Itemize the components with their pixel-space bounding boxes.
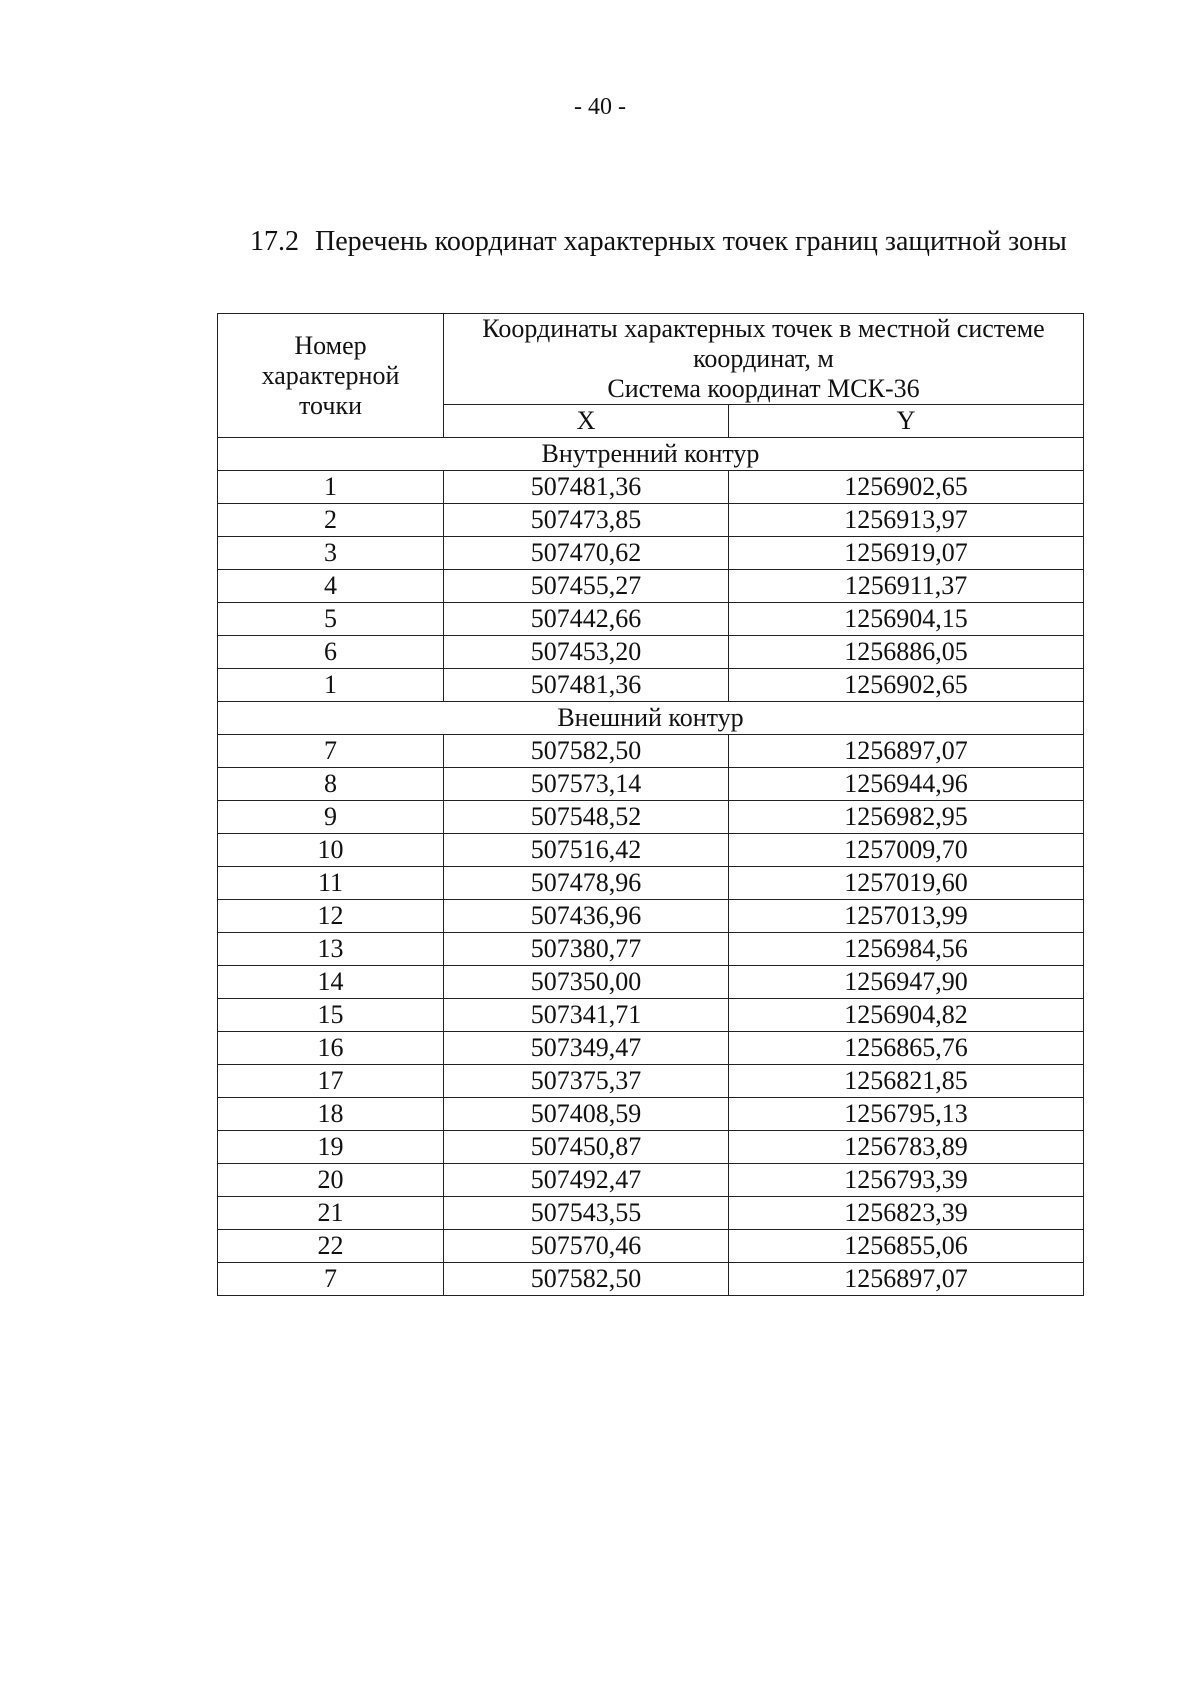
point-number-cell: 21	[218, 1197, 444, 1230]
point-number-cell: 10	[218, 834, 444, 867]
section-row	[218, 702, 1084, 735]
point-number-cell: 17	[218, 1065, 444, 1098]
coordinates-table	[217, 313, 1084, 1296]
y-coordinate-cell: 1256947,90	[729, 966, 1084, 999]
header-x: X	[444, 405, 729, 438]
point-number-cell: 1	[218, 669, 444, 702]
table-row	[218, 1164, 1084, 1197]
header-point-line: точки	[299, 390, 362, 420]
x-coordinate-cell: 507570,46	[444, 1230, 729, 1263]
point-number-cell: 19	[218, 1131, 444, 1164]
table-row	[218, 1263, 1084, 1296]
y-coordinate-cell: 1257009,70	[729, 834, 1084, 867]
table-row	[218, 1230, 1084, 1263]
table-row	[218, 768, 1084, 801]
header-y: Y	[729, 405, 1084, 438]
table-row	[218, 1197, 1084, 1230]
section-title: Перечень координат характерных точек границ защитной зоны	[315, 226, 1067, 257]
table-row	[218, 471, 1084, 504]
x-coordinate-cell: 507478,96	[444, 867, 729, 900]
table-row	[218, 636, 1084, 669]
point-number-cell: 14	[218, 966, 444, 999]
y-coordinate-cell: 1256886,05	[729, 636, 1084, 669]
x-coordinate-cell: 507492,47	[444, 1164, 729, 1197]
y-coordinate-cell: 1256902,65	[729, 471, 1084, 504]
table-row	[218, 504, 1084, 537]
y-coordinate-cell: 1256913,97	[729, 504, 1084, 537]
x-coordinate-cell: 507516,42	[444, 834, 729, 867]
table-row	[218, 999, 1084, 1032]
y-coordinate-cell: 1256783,89	[729, 1131, 1084, 1164]
y-coordinate-cell: 1257019,60	[729, 867, 1084, 900]
x-coordinate-cell: 507470,62	[444, 537, 729, 570]
y-coordinate-cell: 1256821,85	[729, 1065, 1084, 1098]
section-title-cell: Внутренний контур	[218, 438, 1084, 471]
point-number-cell: 6	[218, 636, 444, 669]
section-title-cell: Внешний контур	[218, 702, 1084, 735]
y-coordinate-cell: 1256865,76	[729, 1032, 1084, 1065]
header-coords-line: Координаты характерных точек в местной системе	[482, 314, 1045, 343]
y-coordinate-cell: 1256793,39	[729, 1164, 1084, 1197]
y-coordinate-cell: 1256795,13	[729, 1098, 1084, 1131]
x-coordinate-cell: 507375,37	[444, 1065, 729, 1098]
point-number-cell: 7	[218, 735, 444, 768]
x-coordinate-cell: 507455,27	[444, 570, 729, 603]
header-coords-line: Система координат МСК-36	[607, 374, 920, 403]
table-row	[218, 867, 1084, 900]
page-number: - 40 -	[574, 94, 626, 120]
header-coordinates	[444, 314, 1084, 405]
x-coordinate-cell: 507582,50	[444, 1263, 729, 1296]
x-coordinate-cell: 507436,96	[444, 900, 729, 933]
table-row	[218, 966, 1084, 999]
point-number-cell: 13	[218, 933, 444, 966]
point-number-cell: 3	[218, 537, 444, 570]
section-number: 17.2	[250, 226, 299, 257]
table-row	[218, 801, 1084, 834]
x-coordinate-cell: 507453,20	[444, 636, 729, 669]
table-row	[218, 900, 1084, 933]
point-number-cell: 8	[218, 768, 444, 801]
section-row	[218, 438, 1084, 471]
table-row	[218, 1032, 1084, 1065]
y-coordinate-cell: 1256904,15	[729, 603, 1084, 636]
x-coordinate-cell: 507450,87	[444, 1131, 729, 1164]
table-row	[218, 1065, 1084, 1098]
table-row	[218, 603, 1084, 636]
header-point-number	[218, 314, 444, 438]
x-coordinate-cell: 507548,52	[444, 801, 729, 834]
y-coordinate-cell: 1256982,95	[729, 801, 1084, 834]
point-number-cell: 22	[218, 1230, 444, 1263]
table-row	[218, 1131, 1084, 1164]
x-coordinate-cell: 507408,59	[444, 1098, 729, 1131]
point-number-cell: 11	[218, 867, 444, 900]
header-point-line: характерной	[261, 360, 400, 390]
x-coordinate-cell: 507481,36	[444, 669, 729, 702]
point-number-cell: 16	[218, 1032, 444, 1065]
table-row	[218, 1098, 1084, 1131]
point-number-cell: 12	[218, 900, 444, 933]
point-number-cell: 5	[218, 603, 444, 636]
point-number-cell: 15	[218, 999, 444, 1032]
y-coordinate-cell: 1256897,07	[729, 735, 1084, 768]
point-number-cell: 4	[218, 570, 444, 603]
point-number-cell: 1	[218, 471, 444, 504]
x-coordinate-cell: 507481,36	[444, 471, 729, 504]
y-coordinate-cell: 1256919,07	[729, 537, 1084, 570]
table-row	[218, 933, 1084, 966]
x-coordinate-cell: 507350,00	[444, 966, 729, 999]
y-coordinate-cell: 1256897,07	[729, 1263, 1084, 1296]
x-coordinate-cell: 507349,47	[444, 1032, 729, 1065]
y-coordinate-cell: 1256984,56	[729, 933, 1084, 966]
table-row	[218, 834, 1084, 867]
header-coords-line: координат, м	[693, 344, 834, 373]
y-coordinate-cell: 1256904,82	[729, 999, 1084, 1032]
y-coordinate-cell: 1256911,37	[729, 570, 1084, 603]
y-coordinate-cell: 1256855,06	[729, 1230, 1084, 1263]
section-heading	[250, 226, 1067, 258]
x-coordinate-cell: 507473,85	[444, 504, 729, 537]
x-coordinate-cell: 507573,14	[444, 768, 729, 801]
table-row	[218, 537, 1084, 570]
point-number-cell: 2	[218, 504, 444, 537]
table-row	[218, 735, 1084, 768]
y-coordinate-cell: 1257013,99	[729, 900, 1084, 933]
x-coordinate-cell: 507543,55	[444, 1197, 729, 1230]
x-coordinate-cell: 507380,77	[444, 933, 729, 966]
y-coordinate-cell: 1256944,96	[729, 768, 1084, 801]
x-coordinate-cell: 507341,71	[444, 999, 729, 1032]
point-number-cell: 7	[218, 1263, 444, 1296]
x-coordinate-cell: 507442,66	[444, 603, 729, 636]
table-row	[218, 669, 1084, 702]
y-coordinate-cell: 1256823,39	[729, 1197, 1084, 1230]
table-row	[218, 570, 1084, 603]
y-coordinate-cell: 1256902,65	[729, 669, 1084, 702]
point-number-cell: 9	[218, 801, 444, 834]
table-header-row	[218, 314, 1084, 405]
header-point-line: Номер	[294, 330, 367, 360]
x-coordinate-cell: 507582,50	[444, 735, 729, 768]
point-number-cell: 20	[218, 1164, 444, 1197]
point-number-cell: 18	[218, 1098, 444, 1131]
